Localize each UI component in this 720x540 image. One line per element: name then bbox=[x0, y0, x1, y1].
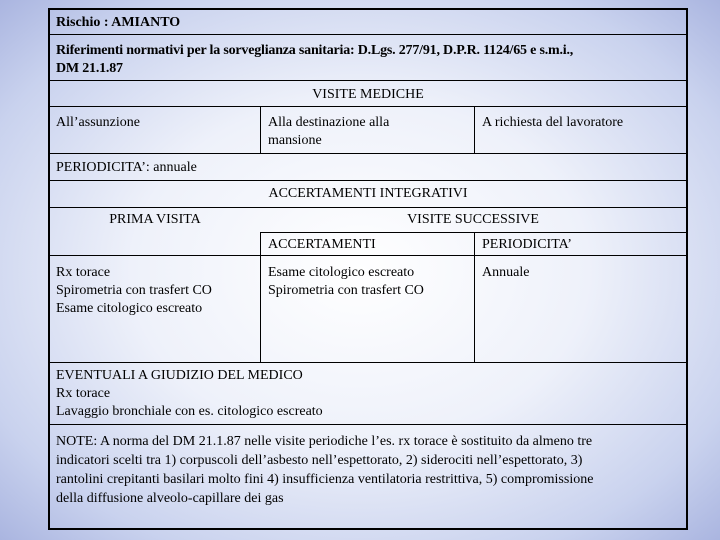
references-line: Riferimenti normativi per la sorveglianza sanitaria: D.Lgs. 277/91, D.P.R. 1124/65 e s.m.i., bbox=[56, 43, 574, 58]
optional-tests bbox=[56, 367, 323, 421]
visit-on-assignment-line: Alla destinazione alla bbox=[268, 115, 390, 130]
visit-on-request: A richiesta del lavoratore bbox=[482, 115, 624, 130]
visit-on-assignment bbox=[268, 114, 389, 150]
divider bbox=[260, 106, 261, 153]
first-visit-tests bbox=[56, 264, 212, 318]
integrative-tests-title: ACCERTAMENTI INTEGRATIVI bbox=[268, 186, 468, 201]
divider bbox=[474, 232, 475, 362]
divider bbox=[474, 106, 475, 153]
list-item: Esame citologico escreato bbox=[268, 265, 415, 280]
divider bbox=[50, 362, 686, 363]
subsequent-visits-header: VISITE SUCCESSIVE bbox=[407, 212, 539, 227]
subsequent-visit-tests bbox=[268, 264, 424, 300]
divider bbox=[50, 153, 686, 154]
references-line: DM 21.1.87 bbox=[56, 61, 123, 76]
periodicity: PERIODICITA’: annuale bbox=[56, 160, 197, 175]
divider bbox=[260, 232, 261, 362]
divider bbox=[50, 80, 686, 81]
list-item: Spirometria con trasfert CO bbox=[56, 283, 212, 298]
note-line: rantolini crepitanti basilari molto fini 4) insufficienza ventilatoria restrittiva, 5) compromissione bbox=[56, 472, 594, 487]
optional-tests-title: EVENTUALI A GIUDIZIO DEL MEDICO bbox=[56, 368, 303, 383]
tests-header: ACCERTAMENTI bbox=[268, 237, 376, 252]
divider bbox=[50, 34, 686, 35]
divider bbox=[50, 255, 686, 256]
list-item: Rx torace bbox=[56, 265, 111, 280]
divider bbox=[50, 106, 686, 107]
visit-on-assignment-line: mansione bbox=[268, 133, 322, 148]
first-visit-header: PRIMA VISITA bbox=[109, 212, 201, 227]
list-item: Rx torace bbox=[56, 386, 111, 401]
visits-title: VISITE MEDICHE bbox=[312, 87, 424, 102]
visit-on-hiring: All’assunzione bbox=[56, 115, 140, 130]
regulatory-references bbox=[56, 42, 573, 78]
risk-label: Rischio : AMIANTO bbox=[56, 15, 181, 30]
note bbox=[56, 432, 593, 508]
list-item: Lavaggio bronchiale con es. citologico escreato bbox=[56, 404, 323, 419]
periodicity-header: PERIODICITA’ bbox=[482, 237, 572, 252]
list-item: Esame citologico escreato bbox=[56, 301, 203, 316]
note-line: della diffusione alveolo-capillare dei gas bbox=[56, 491, 284, 506]
risk-sheet-table bbox=[48, 8, 688, 530]
note-line: indicatori scelti tra 1) corpuscoli dell’asbesto nell’espettorato, 2) siderociti nell’espettorato, 3) bbox=[56, 453, 583, 468]
divider bbox=[260, 232, 686, 233]
note-line: NOTE: A norma del DM 21.1.87 nelle visite periodiche l’es. rx torace è sostituito da almeno tre bbox=[56, 434, 593, 449]
divider bbox=[50, 424, 686, 425]
subsequent-periodicity: Annuale bbox=[482, 265, 530, 280]
list-item: Spirometria con trasfert CO bbox=[268, 283, 424, 298]
divider bbox=[50, 180, 686, 181]
divider bbox=[50, 207, 686, 208]
